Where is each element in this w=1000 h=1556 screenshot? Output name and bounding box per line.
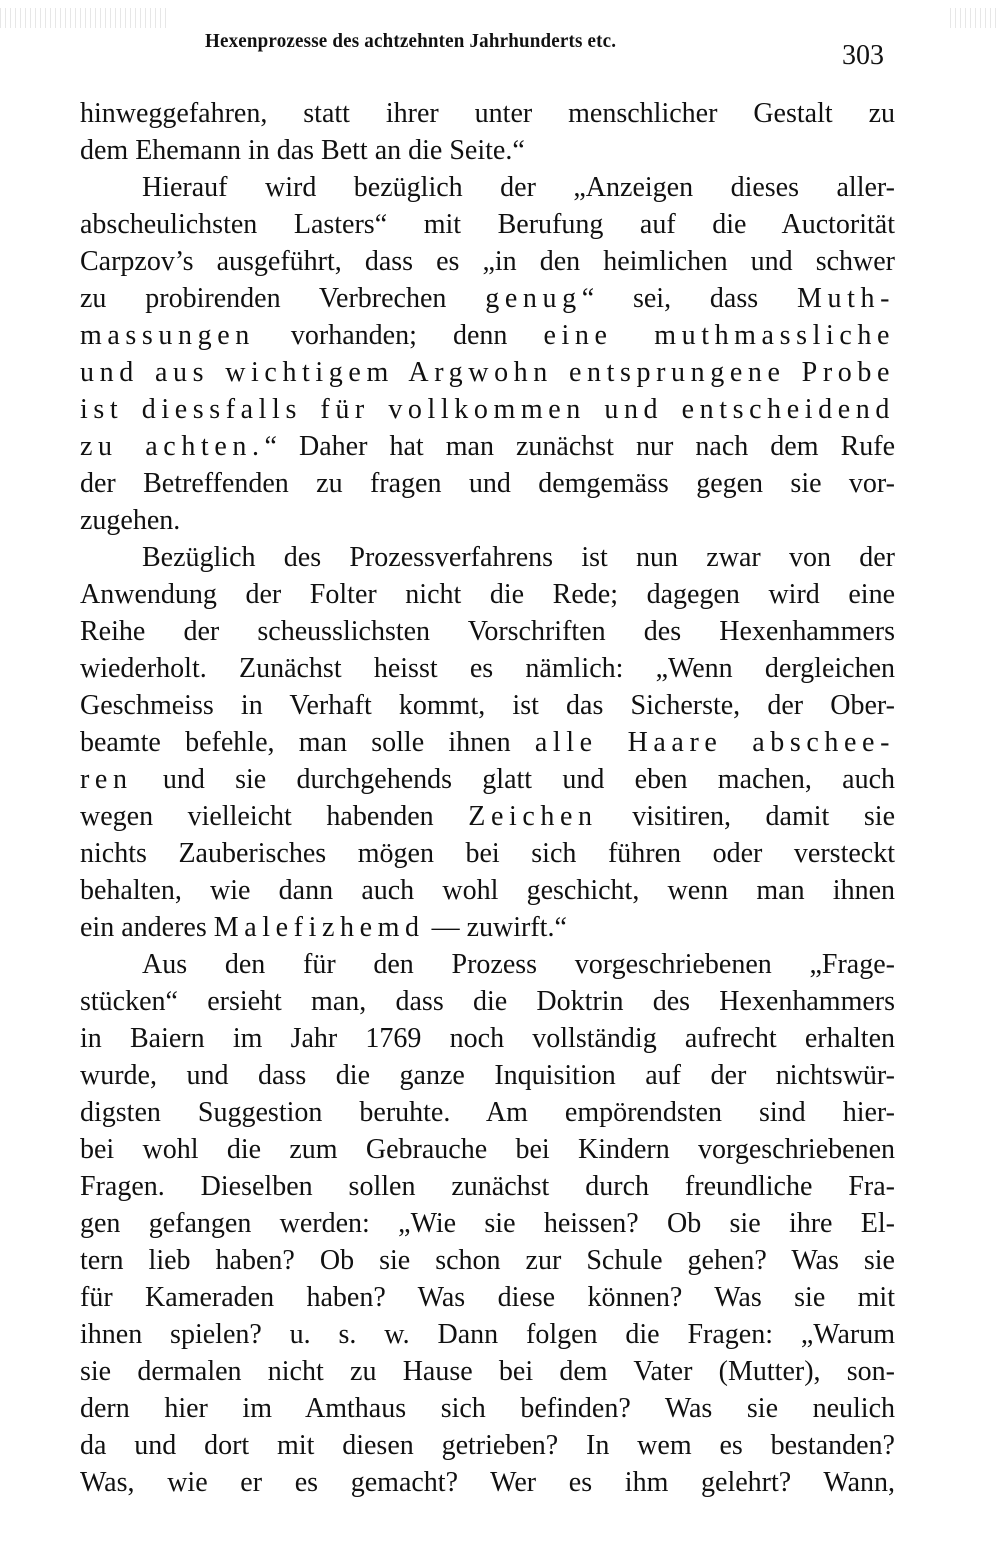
text-segment: dem Ehemann in das Bett an die Seite.“ xyxy=(80,135,525,166)
page-number: 303 xyxy=(842,40,884,71)
text-line xyxy=(80,206,895,243)
text-segment: digsten Suggestion beruhte. Am empörendsten sind hier- xyxy=(80,1097,895,1128)
text-line xyxy=(80,687,895,724)
text-line xyxy=(80,650,895,687)
text-segment: behalten, wie dann auch wohl geschicht, wenn man ihnen xyxy=(80,875,895,906)
spaced-emphasis: ist diessfalls für vollkommen und entscheidend xyxy=(80,394,895,425)
spaced-emphasis: genug xyxy=(485,283,582,314)
text-segment: bei wohl die zum Gebrauche bei Kindern vorgeschriebenen xyxy=(80,1134,895,1165)
text-line xyxy=(80,761,895,798)
spaced-emphasis: und aus wichtigem Argwohn entsprungene Probe xyxy=(80,357,895,388)
text-line xyxy=(80,95,895,132)
text-segment: wurde, und dass die ganze Inquisition auf der nichtswür- xyxy=(80,1060,895,1091)
spaced-emphasis: massungen xyxy=(80,320,255,351)
text-segment: gen gefangen werden: „Wie sie heissen? Ob sie ihre El- xyxy=(80,1208,895,1239)
text-segment: “ sei, dass xyxy=(581,283,797,314)
text-line xyxy=(80,1464,895,1501)
text-segment: für Kameraden haben? Was diese können? Was sie mit xyxy=(80,1282,895,1313)
spaced-emphasis: Zeichen xyxy=(468,801,598,832)
text-line xyxy=(80,724,895,761)
text-line xyxy=(80,317,895,354)
text-segment: zugehen. xyxy=(80,505,181,536)
text-segment: visitiren, damit sie xyxy=(597,801,895,832)
text-segment: zu probirenden Verbrechen xyxy=(80,283,486,314)
text-segment: Fragen. Dieselben sollen zunächst durch freundliche Fra- xyxy=(80,1171,895,1202)
text-line xyxy=(80,428,895,465)
text-segment: sie dermalen nicht zu Hause bei dem Vater (Mutter), son- xyxy=(80,1356,895,1387)
text-segment: da und dort mit diesen getrieben? In wem es bestanden? xyxy=(80,1430,895,1461)
text-segment: tern lieb haben? Ob sie schon zur Schule gehen? Was sie xyxy=(80,1245,895,1276)
text-segment: und sie durchgehends glatt und eben machen, auch xyxy=(132,764,895,795)
text-line xyxy=(80,576,895,613)
text-line xyxy=(80,1279,895,1316)
spaced-emphasis: Malefizhemd xyxy=(213,912,425,943)
text-line xyxy=(80,1131,895,1168)
text-line xyxy=(80,835,895,872)
text-line xyxy=(80,798,895,835)
text-line xyxy=(80,909,895,946)
text-line xyxy=(80,1094,895,1131)
text-segment: stücken“ ersieht man, dass die Doktrin des Hexenhammers xyxy=(80,986,895,1017)
text-segment: wegen vielleicht habenden xyxy=(80,801,469,832)
text-segment: Aus den für den Prozess vorgeschriebenen „Frage- xyxy=(142,949,895,980)
text-segment: ein anderes xyxy=(80,912,214,943)
text-line xyxy=(80,502,895,539)
text-segment: beamte befehle, man solle ihnen xyxy=(80,727,535,758)
text-line xyxy=(80,243,895,280)
text-line xyxy=(80,1353,895,1390)
spaced-emphasis: eine muthmassliche xyxy=(543,320,895,351)
text-segment: Was, wie er es gemacht? Wer es ihm gelehrt? Wann, xyxy=(80,1467,895,1498)
text-line xyxy=(80,1316,895,1353)
text-line xyxy=(80,391,895,428)
text-line xyxy=(80,1242,895,1279)
text-segment: hinweggefahren, statt ihrer unter menschlicher Gestalt zu xyxy=(80,98,895,129)
text-segment: vorhanden; denn xyxy=(254,320,544,351)
text-segment: — zuwirft.“ xyxy=(424,912,567,943)
text-segment: Hierauf wird bezüglich der „Anzeigen dieses aller- xyxy=(142,172,895,203)
text-line xyxy=(80,465,895,502)
spaced-emphasis: Muth- xyxy=(797,283,895,314)
spaced-emphasis: zu achten. xyxy=(80,431,265,462)
running-header: Hexenprozesse des achtzehnten Jahrhunderts etc. xyxy=(205,30,617,52)
text-line xyxy=(80,354,895,391)
text-segment: wiederholt. Zunächst heisst es nämlich: „Wenn dergleichen xyxy=(80,653,895,684)
text-segment: dern hier im Amthaus sich befinden? Was sie neulich xyxy=(80,1393,895,1424)
text-line xyxy=(80,872,895,909)
scan-specks xyxy=(950,8,1000,28)
text-line xyxy=(80,169,895,206)
text-segment: Geschmeiss in Verhaft kommt, ist das Sicherste, der Ober- xyxy=(80,690,895,721)
text-segment: “ Daher hat man zunächst nur nach dem Rufe xyxy=(264,431,895,462)
text-line xyxy=(80,983,895,1020)
text-line xyxy=(80,280,895,317)
text-segment: Reihe der scheusslichsten Vorschriften des Hexenhammers xyxy=(80,616,895,647)
text-segment: in Baiern im Jahr 1769 noch vollständig aufrecht erhalten xyxy=(80,1023,895,1054)
text-line xyxy=(80,946,895,983)
text-segment: der Betreffenden zu fragen und demgemäss gegen sie vor- xyxy=(80,468,895,499)
text-segment: ihnen spielen? u. s. w. Dann folgen die Fragen: „Warum xyxy=(80,1319,895,1350)
text-line xyxy=(80,1020,895,1057)
text-line xyxy=(80,1390,895,1427)
text-segment: Bezüglich des Prozessverfahrens ist nun zwar von der xyxy=(142,542,895,573)
spaced-emphasis: ren xyxy=(80,764,133,795)
body-text xyxy=(80,95,895,1501)
text-line xyxy=(80,613,895,650)
text-segment: Anwendung der Folter nicht die Rede; dagegen wird eine xyxy=(80,579,895,610)
text-segment: abscheulichsten Lasters“ mit Berufung auf die Auctorität xyxy=(80,209,895,240)
text-line xyxy=(80,1057,895,1094)
spaced-emphasis: alle Haare abschee- xyxy=(534,727,896,758)
scan-specks xyxy=(0,8,170,28)
text-line xyxy=(80,1168,895,1205)
text-segment: nichts Zauberisches mögen bei sich führen oder versteckt xyxy=(80,838,895,869)
text-segment: Carpzov’s ausgeführt, dass es „in den heimlichen und schwer xyxy=(80,246,895,277)
text-line xyxy=(80,1205,895,1242)
text-line xyxy=(80,1427,895,1464)
text-line xyxy=(80,539,895,576)
text-line xyxy=(80,132,895,169)
